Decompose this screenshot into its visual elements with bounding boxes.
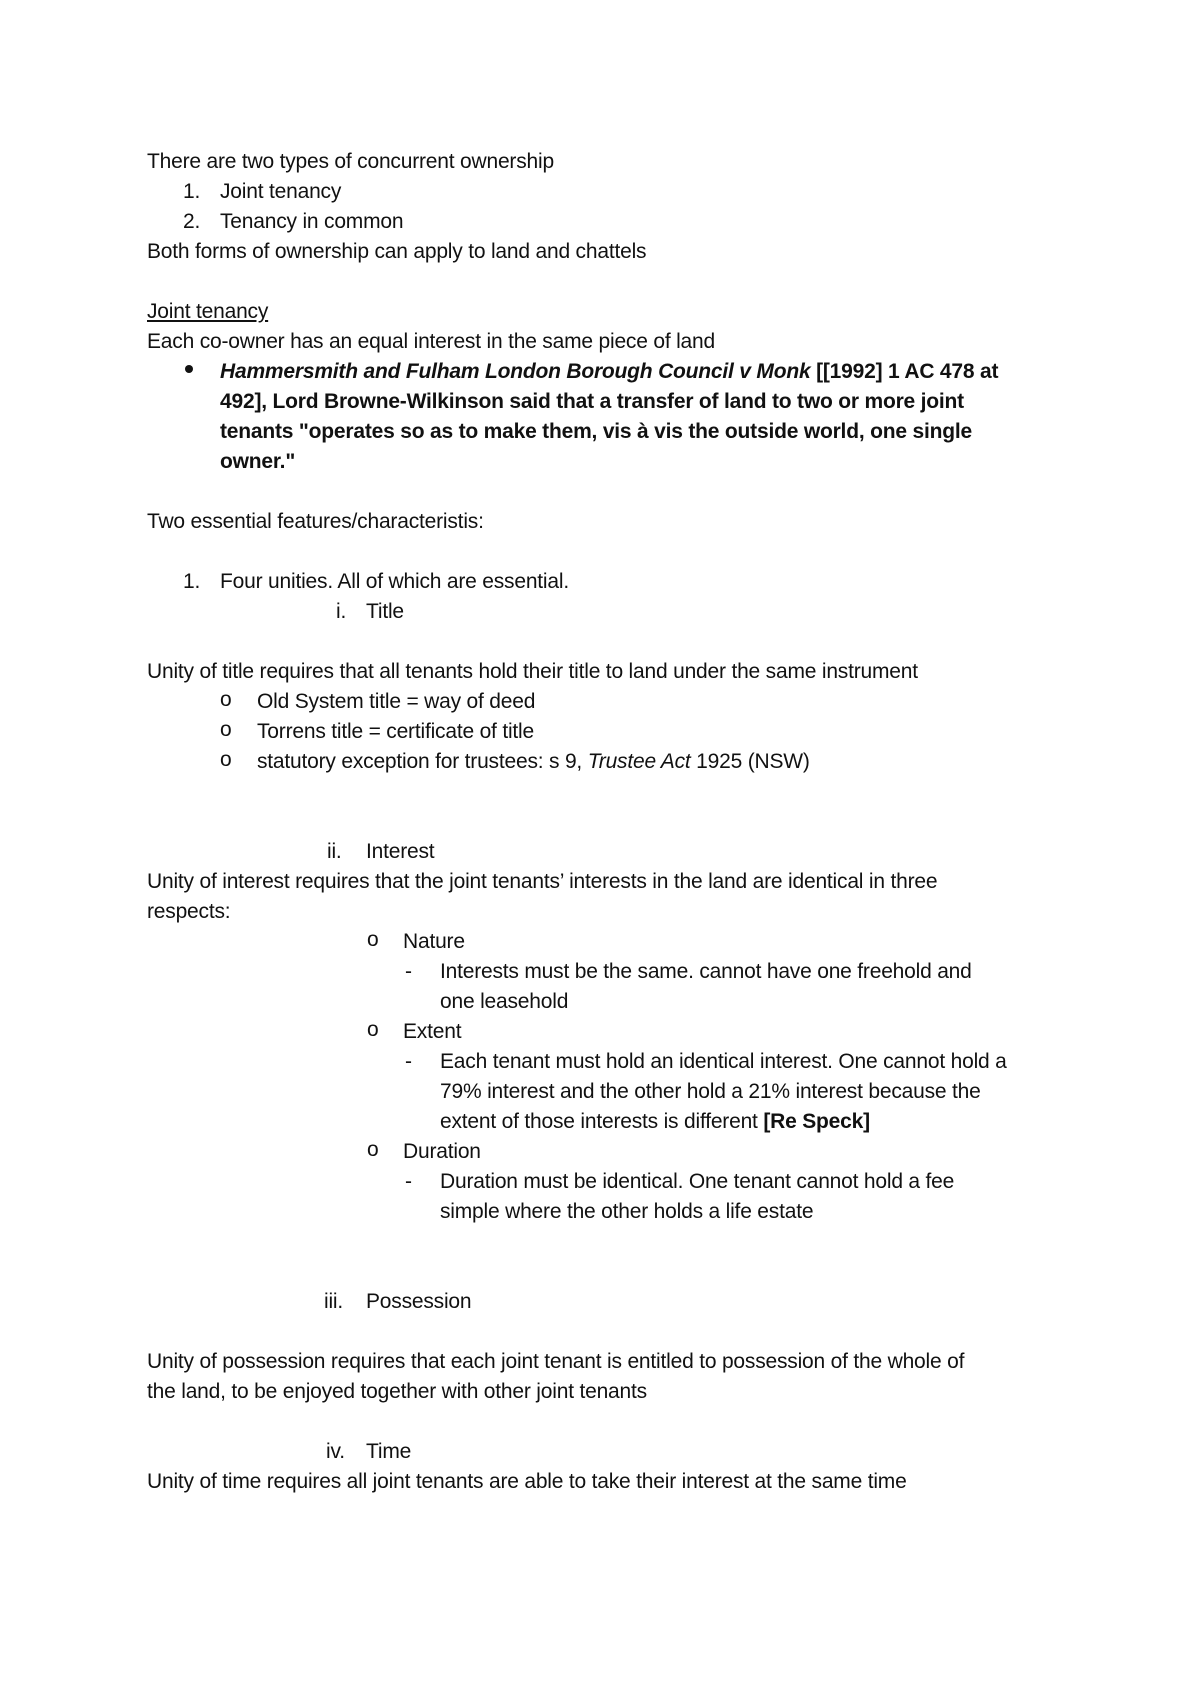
nature-label: Nature [403, 930, 465, 953]
list-item: Joint tenancy [220, 180, 342, 203]
circle-bullet-icon: o [220, 748, 232, 771]
circle-bullet-icon: o [367, 1138, 379, 1161]
case-citation: [[1992] 1 AC 478 at [810, 360, 999, 383]
title-unity-label: Title [366, 600, 404, 623]
extent-text: 79% interest and the other hold a 21% interest because the [440, 1080, 981, 1103]
circle-bullet-icon: o [367, 928, 379, 951]
nature-text: Interests must be the same. cannot have one freehold and [440, 960, 972, 983]
act-year: 1925 (NSW) [690, 750, 810, 773]
case-quote-line: 492], Lord Browne-Wilkinson said that a transfer of land to two or more joint [220, 390, 964, 413]
roman-numeral: i. [336, 600, 347, 623]
intro-line: There are two types of concurrent ownership [147, 150, 554, 173]
list-number: 2. [183, 210, 201, 233]
time-unity-description: Unity of time requires all joint tenants are able to take their interest at the same time [147, 1470, 907, 1493]
circle-bullet-icon: o [220, 688, 232, 711]
duration-text: simple where the other holds a life estate [440, 1200, 814, 1223]
roman-numeral: ii. [327, 840, 342, 863]
title-point-statutory [257, 747, 810, 777]
interest-unity-description: Unity of interest requires that the joint tenants’ interests in the land are identical in three [147, 870, 938, 893]
statutory-text: statutory exception for trustees: s 9, [257, 750, 588, 773]
interest-unity-label: Interest [366, 840, 435, 863]
dash-bullet-icon: - [405, 960, 412, 983]
bullet-dot-icon [185, 365, 193, 373]
title-unity-description: Unity of title requires that all tenants hold their title to land under the same instrument [147, 660, 918, 683]
duration-text: Duration must be identical. One tenant cannot hold a fee [440, 1170, 955, 1193]
act-name: Trustee Act [587, 750, 691, 773]
case-name: Hammersmith and Fulham London Borough Council v Monk [220, 360, 811, 383]
case-quote-line: owner." [220, 450, 296, 473]
list-item: Tenancy in common [220, 210, 404, 233]
joint-tenancy-heading: Joint tenancy [147, 300, 269, 323]
time-unity-label: Time [366, 1440, 412, 1463]
nature-text: one leasehold [440, 990, 569, 1013]
case-quote-line: tenants "operates so as to make them, vis à vis the outside world, one single [220, 420, 972, 443]
possession-unity-label: Possession [366, 1290, 472, 1313]
duration-label: Duration [403, 1140, 481, 1163]
both-forms-line: Both forms of ownership can apply to land and chattels [147, 240, 647, 263]
circle-bullet-icon: o [220, 718, 232, 741]
extent-label: Extent [403, 1020, 462, 1043]
dash-bullet-icon: - [405, 1050, 412, 1073]
four-unities-line: Four unities. All of which are essential. [220, 570, 569, 593]
roman-numeral: iv. [326, 1440, 345, 1463]
extent-text: Each tenant must hold an identical interest. One cannot hold a [440, 1050, 1007, 1073]
extent-text: extent of those interests is different [440, 1110, 764, 1133]
list-number: 1. [183, 180, 201, 203]
circle-bullet-icon: o [367, 1018, 379, 1041]
list-number: 1. [183, 570, 201, 593]
interest-unity-description: respects: [147, 900, 231, 923]
possession-unity-description: Unity of possession requires that each joint tenant is entitled to possession of the whole of [147, 1350, 965, 1373]
title-point: Old System title = way of deed [257, 690, 536, 713]
dash-bullet-icon: - [405, 1170, 412, 1193]
possession-unity-description: the land, to be enjoyed together with other joint tenants [147, 1380, 647, 1403]
title-point: Torrens title = certificate of title [257, 720, 534, 743]
roman-numeral: iii. [324, 1290, 344, 1313]
re-speck-case: [Re Speck] [763, 1110, 870, 1133]
case-citation-line [220, 357, 998, 387]
joint-tenancy-description: Each co-owner has an equal interest in the same piece of land [147, 330, 715, 353]
features-heading: Two essential features/characteristis: [147, 510, 484, 533]
extent-text-line [440, 1107, 870, 1137]
